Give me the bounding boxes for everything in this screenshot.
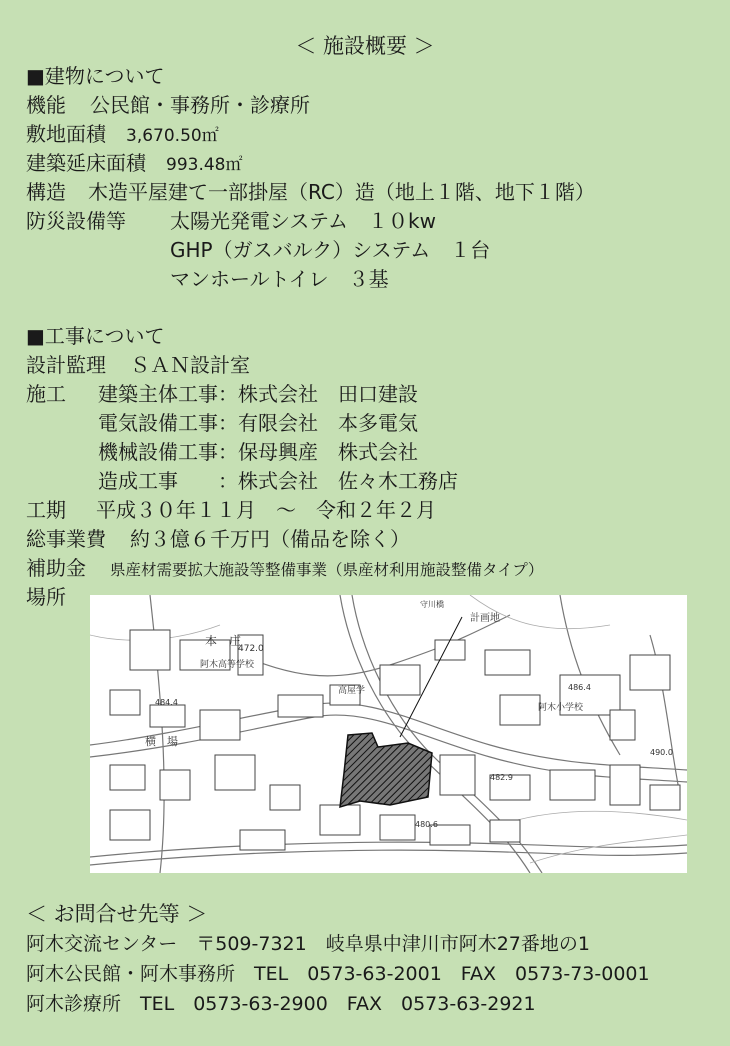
map-label: 490.0	[650, 748, 673, 757]
structure-value: 木造平屋建て一部掛屋（RC）造（地上１階、地下１階）	[88, 180, 595, 204]
map-label: 横 場	[145, 735, 178, 748]
structure-row	[26, 178, 595, 206]
design-label: 設計監理	[26, 353, 106, 377]
map-label: 守川橋	[420, 600, 444, 609]
contact-center: 阿木交流センター 〒509-7321 岐阜県中津川市阿木27番地の1	[26, 933, 590, 955]
map-label: 480.6	[415, 820, 438, 829]
structure-label: 構造	[26, 180, 66, 204]
site-area-value: 3,670.50㎡	[126, 126, 219, 146]
map-label: 472.0	[238, 644, 264, 654]
map-label: 482.9	[490, 773, 513, 782]
subsidy-row	[26, 554, 543, 584]
subsidy-value: 県産材需要拡大施設等整備事業（県産材利用施設整備タイプ）	[110, 561, 544, 579]
map-label: 本 庄	[205, 634, 242, 648]
subsidy-label: 補助金	[26, 556, 86, 580]
works-item: 電気設備工事：有限会社 本多電気	[98, 411, 418, 435]
site-area-row	[26, 120, 219, 150]
disaster-item: 太陽光発電システム １０kw	[170, 209, 436, 233]
map-label: 計画地	[470, 613, 500, 624]
map-label: 高屋学	[338, 686, 366, 696]
page-title: ＜ 施設概要 ＞	[295, 34, 435, 58]
map-label: 阿木小学校	[538, 703, 584, 713]
disaster-label: 防災設備等	[26, 209, 126, 233]
location-map	[90, 595, 687, 873]
location-label: 場所	[26, 585, 66, 609]
floor-area-label: 建築延床面積	[26, 151, 146, 175]
construction-heading: ■工事について	[26, 324, 165, 348]
design-value: ＳＡＮ設計室	[130, 353, 250, 377]
site-area-label: 敷地面積	[26, 122, 106, 146]
works-label: 施工	[26, 382, 66, 406]
period-value: 平成３０年１１月 ～ 令和２年２月	[96, 498, 436, 522]
function-value: 公民館・事務所・診療所	[90, 93, 310, 117]
cost-label: 総事業費	[26, 527, 106, 551]
cost-value: 約３億６千万円（備品を除く）	[130, 527, 410, 551]
contact-hall: 阿木公民館・阿木事務所 TEL 0573-63-2001 FAX 0573-73-0001	[26, 963, 650, 985]
map-label: 486.4	[568, 683, 591, 692]
contact-clinic: 阿木診療所 TEL 0573-63-2900 FAX 0573-63-2921	[26, 993, 536, 1015]
period-row	[26, 496, 436, 524]
works-item: 建築主体工事：株式会社 田口建設	[98, 382, 418, 406]
map-label: 484.4	[155, 698, 178, 707]
map-label: 阿木高等学校	[200, 660, 255, 670]
function-label: 機能	[26, 93, 66, 117]
building-heading: ■建物について	[26, 64, 165, 88]
floor-area-value: 993.48㎡	[166, 155, 243, 175]
function-row	[26, 91, 310, 119]
design-row	[26, 351, 250, 379]
disaster-item: マンホールトイレ ３基	[170, 267, 389, 291]
disaster-row	[26, 207, 126, 235]
works-item: 機械設備工事：保母興産 株式会社	[98, 440, 418, 464]
disaster-item: GHP（ガスバルク）システム １台	[170, 238, 491, 262]
floor-area-row	[26, 149, 242, 179]
period-label: 工期	[26, 498, 66, 522]
contact-heading: ＜ お問合せ先等 ＞	[26, 902, 208, 926]
cost-row	[26, 525, 410, 553]
works-item: 造成工事 ：株式会社 佐々木工務店	[98, 469, 458, 493]
